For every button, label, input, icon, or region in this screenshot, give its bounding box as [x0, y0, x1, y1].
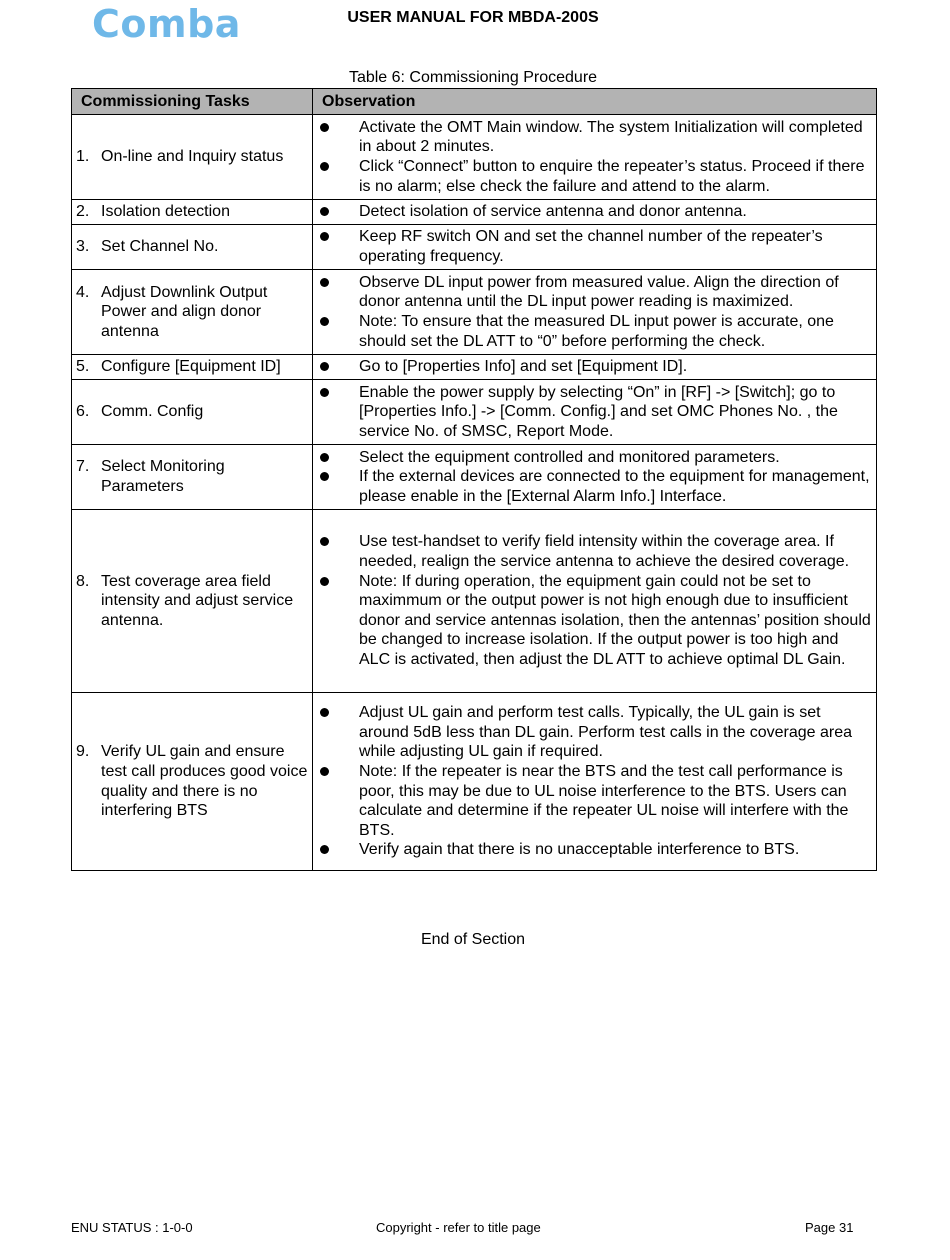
observation-bullet-item: If the external devices are connected to the equipment for management, please enable in the [External Alarm Info.] Interface. — [317, 467, 872, 506]
commissioning-table — [71, 88, 877, 871]
observation-bullet-item: Select the equipment controlled and monitored parameters. — [317, 448, 872, 468]
task-cell — [72, 445, 313, 510]
document-title: USER MANUAL FOR MBDA-200S — [347, 9, 599, 26]
observation-cell — [313, 693, 877, 871]
observation-list — [317, 703, 872, 860]
task-label: Set Channel No. — [101, 238, 219, 256]
table-row — [72, 225, 877, 270]
table-row — [72, 270, 877, 355]
table-row — [72, 380, 877, 445]
footer-copyright: Copyright - refer to title page — [376, 1220, 541, 1235]
observation-cell — [313, 445, 877, 510]
table-row — [72, 115, 877, 200]
task-label: Adjust Downlink Output Power and align donor antenna — [101, 283, 268, 340]
task-cell — [72, 225, 313, 270]
task-number: 8. — [76, 572, 90, 590]
header-commissioning-tasks: Commissioning Tasks — [72, 89, 313, 115]
task-label: Comm. Config — [101, 403, 204, 421]
observation-list — [317, 227, 872, 266]
observation-cell — [313, 270, 877, 355]
task-cell — [72, 510, 313, 693]
observation-list — [317, 383, 872, 442]
task-number: 7. — [76, 458, 90, 476]
table-row — [72, 510, 877, 693]
observation-cell — [313, 510, 877, 693]
task-number: 6. — [76, 403, 90, 421]
observation-bullet-item: Use test-handset to verify field intensity within the coverage area. If needed, realign the service antenna to achieve the desired coverage. — [317, 532, 872, 571]
observation-cell — [313, 200, 877, 225]
observation-bullet-item: Go to [Properties Info] and set [Equipment ID]. — [317, 357, 872, 377]
task-number: 3. — [76, 238, 90, 256]
observation-list — [317, 202, 872, 222]
observation-list — [317, 532, 872, 669]
table-caption: Table 6: Commissioning Procedure — [348, 69, 598, 86]
task-number: 2. — [76, 203, 90, 221]
task-label: Verify UL gain and ensure test call produces good voice quality and there is no interfering BTS — [101, 743, 308, 820]
table-row — [72, 355, 877, 380]
task-cell — [72, 270, 313, 355]
task-cell — [72, 200, 313, 225]
task-number: 9. — [76, 743, 90, 761]
observation-list — [317, 448, 872, 507]
table-row — [72, 445, 877, 510]
observation-bullet-item: Detect isolation of service antenna and donor antenna. — [317, 202, 872, 222]
observation-cell — [313, 355, 877, 380]
observation-cell — [313, 225, 877, 270]
observation-bullet-item: Keep RF switch ON and set the channel number of the repeater’s operating frequency. — [317, 227, 872, 266]
observation-bullet-item: Click “Connect” button to enquire the repeater’s status. Proceed if there is no alarm; else check the failure and attend to the alarm. — [317, 157, 872, 196]
observation-bullet-item: Note: If during operation, the equipment gain could not be set to maximmum or the output power is not high enough due to insufficient donor and service antennas isolation, then the antennas’ position should be changed to increase isolation. If the output power is too high and ALC is activated, then adjust the DL ATT to achieve optimal DL Gain. — [317, 572, 872, 670]
task-number: 4. — [76, 283, 90, 301]
observation-list — [317, 118, 872, 196]
observation-bullet-item: Note: To ensure that the measured DL input power is accurate, one should set the DL ATT to “0” before performing the check. — [317, 312, 872, 351]
table-header-row — [72, 89, 877, 115]
task-label: Configure [Equipment ID] — [101, 358, 281, 376]
end-of-section: End of Section — [420, 931, 526, 948]
observation-bullet-item: Adjust UL gain and perform test calls. Typically, the UL gain is set around 5dB less than DL gain. Perform test calls in the coverage area while adjusting UL gain if required. — [317, 703, 872, 762]
table-row — [72, 200, 877, 225]
task-cell — [72, 355, 313, 380]
observation-bullet-item: Activate the OMT Main window. The system Initialization will completed in about 2 minutes. — [317, 118, 872, 157]
comba-logo: Comba — [92, 2, 241, 46]
observation-bullet-item: Observe DL input power from measured value. Align the direction of donor antenna until the DL input power reading is maximized. — [317, 273, 872, 312]
task-number: 1. — [76, 148, 90, 166]
task-label: Test coverage area field intensity and adjust service antenna. — [101, 572, 294, 629]
table-row — [72, 693, 877, 871]
task-label: Select Monitoring Parameters — [101, 458, 225, 495]
task-label: On-line and Inquiry status — [101, 148, 284, 166]
observation-list — [317, 357, 872, 377]
observation-bullet-item: Enable the power supply by selecting “On” in [RF] -> [Switch]; go to [Properties Info.] -> [Comm. Config.] and set OMC Phones No. , the service No. of SMSC, Report Mode. — [317, 383, 872, 442]
observation-bullet-item: Note: If the repeater is near the BTS and the test call performance is poor, this may be due to UL noise interference to the BTS. Users can calculate and determine if the repeater UL noise will interfere with the BTS. — [317, 762, 872, 840]
task-cell — [72, 693, 313, 871]
observation-cell — [313, 380, 877, 445]
task-number: 5. — [76, 358, 90, 376]
task-cell — [72, 115, 313, 200]
observation-list — [317, 273, 872, 351]
task-cell — [72, 380, 313, 445]
footer-page-number: Page 31 — [805, 1220, 854, 1235]
header-observation: Observation — [313, 89, 877, 115]
footer-status: ENU STATUS : 1-0-0 — [71, 1220, 193, 1235]
task-label: Isolation detection — [101, 203, 230, 221]
observation-bullet-item: Verify again that there is no unacceptable interference to BTS. — [317, 840, 872, 860]
observation-cell — [313, 115, 877, 200]
